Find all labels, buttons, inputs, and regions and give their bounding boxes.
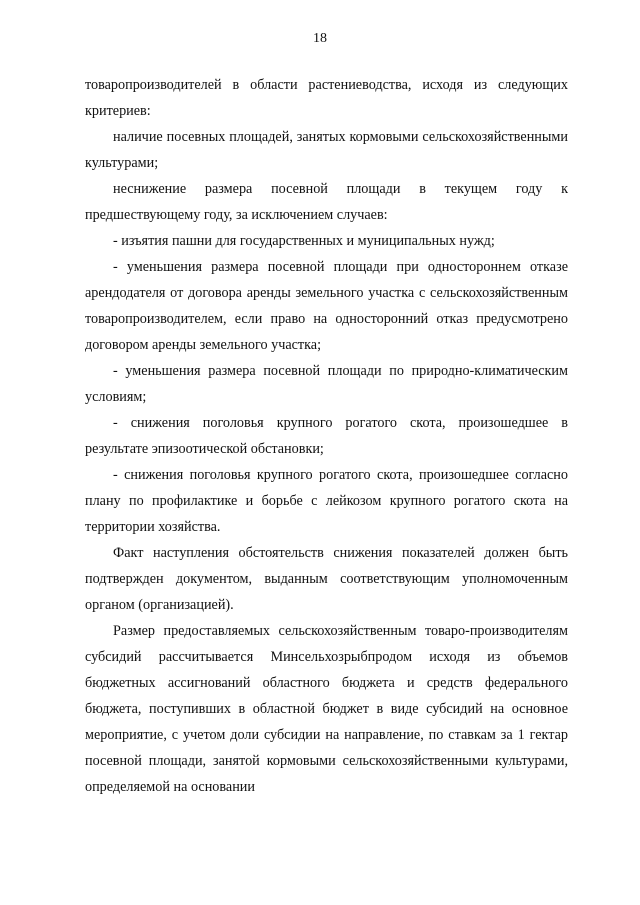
- page-number: 18: [313, 31, 327, 46]
- paragraph-criterion-no-reduction: неснижение размера посевной площади в текущем году к предшествующему году, за исключением случаев:: [85, 181, 568, 223]
- paragraph-criterion-sown-area: наличие посевных площадей, занятых кормовыми сельскохозяйственными культурами;: [85, 129, 568, 171]
- paragraph-criteria-intro: товаропроизводителей в области растениеводства, исходя из следующих критериев:: [85, 77, 568, 119]
- paragraph-subsidy-size: Размер предоставляемых сельскохозяйственным товаро-производителям субсидий рассчитывается Минсельхозрыбпродом исходя из объемов бюджетных ассигнований областного бюджета и средств федерального бюджета, поступивших в областной бюджет в виде субсидий на основное мероприятие, с учетом доли субсидии на направление, по ставкам за 1 гектар посевной площади, занятой кормовыми сельскохозяйственными культурами, определяемой на основании: [85, 623, 568, 795]
- paragraph-exception-leukosis: - снижения поголовья крупного рогатого скота, произошедшее согласно плану по профилактике и борьбе с лейкозом крупного рогатого скота на территории хозяйства.: [85, 467, 568, 535]
- paragraph-exception-epizootic: - снижения поголовья крупного рогатого скота, произошедшее в результате эпизоотической обстановки;: [85, 415, 568, 457]
- paragraph-exception-lease-termination: - уменьшения размера посевной площади при одностороннем отказе арендодателя от договора аренды земельного участка с сельскохозяйственным товаропроизводителем, если право на односторонний отказ предусмотрено договором аренды земельного участка;: [85, 259, 568, 353]
- paragraph-confirmation: Факт наступления обстоятельств снижения показателей должен быть подтвержден документом, выданным соответствующим уполномоченным органом (организацией).: [85, 545, 568, 613]
- paragraph-exception-climate: - уменьшения размера посевной площади по природно-климатическим условиям;: [85, 363, 568, 405]
- document-body: [85, 72, 568, 800]
- paragraph-exception-land-seizure: - изъятия пашни для государственных и муниципальных нужд;: [113, 233, 495, 249]
